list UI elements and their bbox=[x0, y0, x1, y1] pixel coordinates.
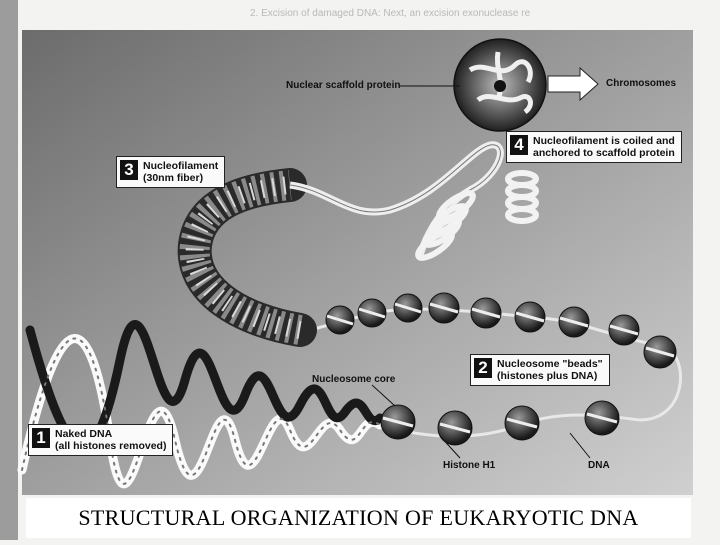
nucleus-scaffold bbox=[454, 39, 546, 131]
faded-header-text: 2. Excision of damaged DNA: Next, an excision exonuclease re bbox=[250, 8, 531, 19]
step-2-number: 2 bbox=[474, 358, 492, 378]
step-1-number: 1 bbox=[32, 428, 50, 448]
step-4-title: Nucleofilament is coiled and bbox=[533, 135, 675, 147]
label-nucleosome-core: Nucleosome core bbox=[312, 374, 396, 385]
step-3-number: 3 bbox=[120, 160, 138, 180]
figure-caption: STRUCTURAL ORGANIZATION OF EUKARYOTIC DNA bbox=[26, 498, 691, 538]
step-3-box bbox=[116, 156, 225, 188]
step-4-number: 4 bbox=[510, 135, 528, 155]
page-edge-shadow bbox=[0, 0, 18, 540]
step-1-box bbox=[28, 424, 173, 456]
step-4-subtitle: anchored to scaffold protein bbox=[533, 147, 675, 159]
label-dna: DNA bbox=[588, 460, 610, 471]
step-3-subtitle: (30nm fiber) bbox=[143, 172, 204, 184]
label-histone-h1: Histone H1 bbox=[443, 460, 496, 471]
step-1-subtitle: (all histones removed) bbox=[55, 440, 167, 452]
step-2-box bbox=[470, 354, 610, 386]
label-chromosomes: Chromosomes bbox=[606, 78, 677, 89]
step-2-subtitle: (histones plus DNA) bbox=[497, 370, 598, 382]
label-nuclear-scaffold: Nuclear scaffold protein bbox=[286, 80, 401, 91]
step-4-box bbox=[506, 131, 682, 163]
step-2-title: Nucleosome "beads" bbox=[497, 358, 603, 370]
step-3-title: Nucleofilament bbox=[143, 160, 219, 172]
step-1-title: Naked DNA bbox=[55, 428, 113, 440]
